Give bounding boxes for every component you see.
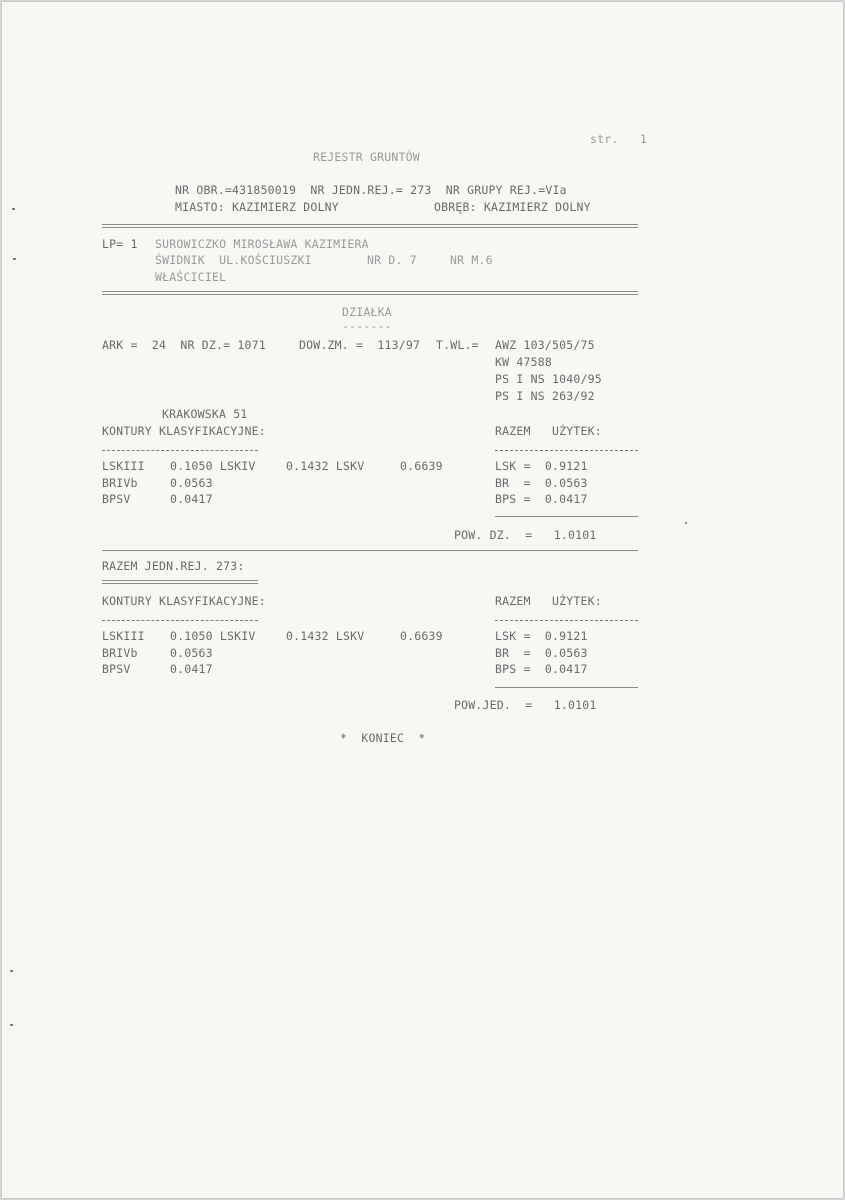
owner-role: WŁAŚCICIEL xyxy=(155,270,227,284)
unit-contours-label: KONTURY KLASYFIKACYJNE: xyxy=(102,594,266,608)
owner-house-number: NR D. 7 xyxy=(367,253,417,267)
parcel-title-label: T.WL.= xyxy=(436,338,479,352)
parcel-end-rule xyxy=(102,550,638,551)
unit-title-underline xyxy=(102,580,258,584)
parcel-row-value: 0.1050 LSKIV xyxy=(170,459,256,473)
unit-area: POW.JED. = 1.0101 xyxy=(454,698,597,712)
parcel-contours-rule xyxy=(102,450,258,451)
document-end-marker: * KONIEC * xyxy=(340,731,426,745)
unit-row-value: 0.6639 xyxy=(400,629,443,643)
parcel-area: POW. DZ. = 1.0101 xyxy=(454,528,597,542)
owner-address: ŚWIDNIK UL.KOŚCIUSZKI xyxy=(155,253,312,267)
unit-row-class: BPSV xyxy=(102,662,131,676)
parcel-change-document: DOW.ZM. = 113/97 xyxy=(299,338,421,352)
unit-row-sum: BPS = 0.0417 xyxy=(495,662,588,676)
header-divider xyxy=(102,224,638,228)
parcel-row-value: 0.1432 LSKV xyxy=(286,459,365,473)
scan-speck xyxy=(10,970,13,972)
owner-lp: LP= 1 xyxy=(102,237,138,251)
parcel-section-underline: ------- xyxy=(342,319,392,333)
parcel-row-class: BRIVb xyxy=(102,476,138,490)
parcel-title-entry: PS I NS 263/92 xyxy=(495,389,595,403)
unit-row-value: 0.1432 LSKV xyxy=(286,629,365,643)
unit-row-class: BRIVb xyxy=(102,646,138,660)
parcel-row-value: 0.0417 xyxy=(170,492,213,506)
unit-row-sum: LSK = 0.9121 xyxy=(495,629,588,643)
scan-speck xyxy=(12,208,15,210)
parcel-row-sum: BPS = 0.0417 xyxy=(495,492,588,506)
parcel-row-sum: BR = 0.0563 xyxy=(495,476,588,490)
parcel-title-entry: AWZ 103/505/75 xyxy=(495,338,595,352)
scan-speck xyxy=(10,1024,13,1026)
document-title: REJESTR GRUNTÓW xyxy=(313,150,420,164)
unit-row-sum: BR = 0.0563 xyxy=(495,646,588,660)
parcel-title-entry: KW 47588 xyxy=(495,355,552,369)
scan-speck xyxy=(13,258,16,260)
page-number: str. 1 xyxy=(590,132,647,146)
unit-row-value: 0.0417 xyxy=(170,662,213,676)
unit-row-value: 0.0563 xyxy=(170,646,213,660)
parcel-row-class: BPSV xyxy=(102,492,131,506)
parcel-totals-label: RAZEM UŻYTEK: xyxy=(495,424,602,438)
owner-divider xyxy=(102,291,638,295)
document-page xyxy=(2,2,843,1198)
parcel-sum-rule xyxy=(495,516,638,517)
owner-name: SUROWICZKO MIROSŁAWA KAZIMIERA xyxy=(155,237,369,251)
scan-speck xyxy=(685,522,687,524)
parcel-ark: ARK = 24 NR DZ.= 1071 xyxy=(102,338,266,352)
unit-totals-label: RAZEM UŻYTEK: xyxy=(495,594,602,608)
unit-sum-rule xyxy=(495,687,638,688)
parcel-row-sum: LSK = 0.9121 xyxy=(495,459,588,473)
parcel-contours-label: KONTURY KLASYFIKACYJNE: xyxy=(102,424,266,438)
parcel-street: KRAKOWSKA 51 xyxy=(162,407,248,421)
header-city: MIASTO: KAZIMIERZ DOLNY xyxy=(175,200,339,214)
unit-row-class: LSKIII xyxy=(102,629,145,643)
unit-totals-rule xyxy=(495,620,638,621)
header-precinct: OBRĘB: KAZIMIERZ DOLNY xyxy=(434,200,591,214)
parcel-row-value: 0.6639 xyxy=(400,459,443,473)
parcel-totals-rule xyxy=(495,450,638,451)
parcel-title-entry: PS I NS 1040/95 xyxy=(495,372,602,386)
unit-row-value: 0.1050 LSKIV xyxy=(170,629,256,643)
unit-title: RAZEM JEDN.REJ. 273: xyxy=(102,559,245,573)
owner-flat-number: NR M.6 xyxy=(450,253,493,267)
parcel-section-title: DZIAŁKA xyxy=(342,305,392,319)
parcel-row-value: 0.0563 xyxy=(170,476,213,490)
parcel-row-class: LSKIII xyxy=(102,459,145,473)
header-registry-line: NR OBR.=431850019 NR JEDN.REJ.= 273 NR GRUPY REJ.=VIa xyxy=(175,183,567,197)
unit-contours-rule xyxy=(102,620,258,621)
